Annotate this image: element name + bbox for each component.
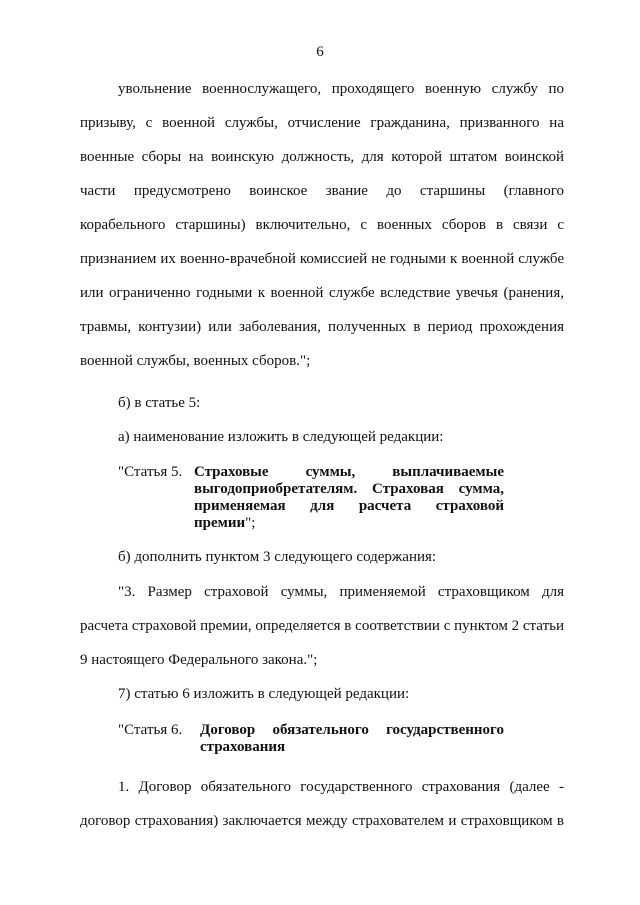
- text-line: признанием их военно-врачебной комиссией не годными к военной службе: [80, 251, 564, 267]
- text-line: 1. Договор обязательного государственного страхования (далее -: [118, 779, 564, 795]
- text-line: корабельного старшины) включительно, с военных сборов в связи с: [80, 217, 564, 233]
- article6-label: "Статья 6.: [118, 722, 183, 738]
- item-b-article5: б) в статье 5:: [118, 395, 201, 411]
- title-line: Страховые суммы, выплачиваемые: [194, 464, 504, 480]
- title-line: страхования: [200, 739, 286, 755]
- article6-heading: [118, 722, 504, 756]
- article5-title: [194, 464, 504, 532]
- page-number: 6: [316, 44, 324, 60]
- paragraph-discharge: [80, 72, 564, 378]
- title-line: Договор обязательного государственного: [200, 722, 504, 738]
- paragraph-point3: [80, 575, 564, 677]
- text-line: военные сборы на воинскую должность, для которой штатом воинской: [80, 149, 564, 165]
- item-b-add-point: б) дополнить пунктом 3 следующего содержания:: [118, 549, 437, 565]
- paragraph-contract: [80, 770, 564, 838]
- text-line: "3. Размер страховой суммы, применяемой страховщиком для: [118, 584, 564, 600]
- text-line: расчета страховой премии, определяется в соответствии с пунктом 2 статьи: [80, 618, 564, 634]
- title-line: применяемая для расчета страховой: [194, 498, 504, 514]
- text-line: увольнение военнослужащего, проходящего военную службу по: [118, 81, 564, 97]
- text-line: части предусмотрено воинское звание до старшины (главного: [80, 183, 564, 199]
- title-line: [194, 515, 504, 532]
- item-7-article6: 7) статью 6 изложить в следующей редакции:: [118, 686, 410, 702]
- text-line: травмы, контузии) или заболевания, полученных в период прохождения: [80, 319, 564, 335]
- text-line: призыву, с военной службы, отчисление гражданина, призванного на: [80, 115, 564, 131]
- title-line: выгодоприобретателям. Страховая сумма,: [194, 481, 504, 497]
- text-line: или ограниченно годными к военной службе вследствие увечья (ранения,: [80, 285, 564, 301]
- article5-label: "Статья 5.: [118, 464, 183, 480]
- article6-title: [200, 722, 504, 756]
- text-line: 9 настоящего Федерального закона.";: [80, 652, 318, 668]
- article5-heading: [118, 464, 504, 532]
- text-line: договор страхования) заключается между страхователем и страховщиком в: [80, 813, 564, 829]
- item-a-title: а) наименование изложить в следующей редакции:: [118, 429, 444, 445]
- title-line-text: премии: [194, 515, 246, 531]
- text-line: военной службы, военных сборов.";: [80, 353, 311, 369]
- title-tail: ";: [245, 515, 256, 531]
